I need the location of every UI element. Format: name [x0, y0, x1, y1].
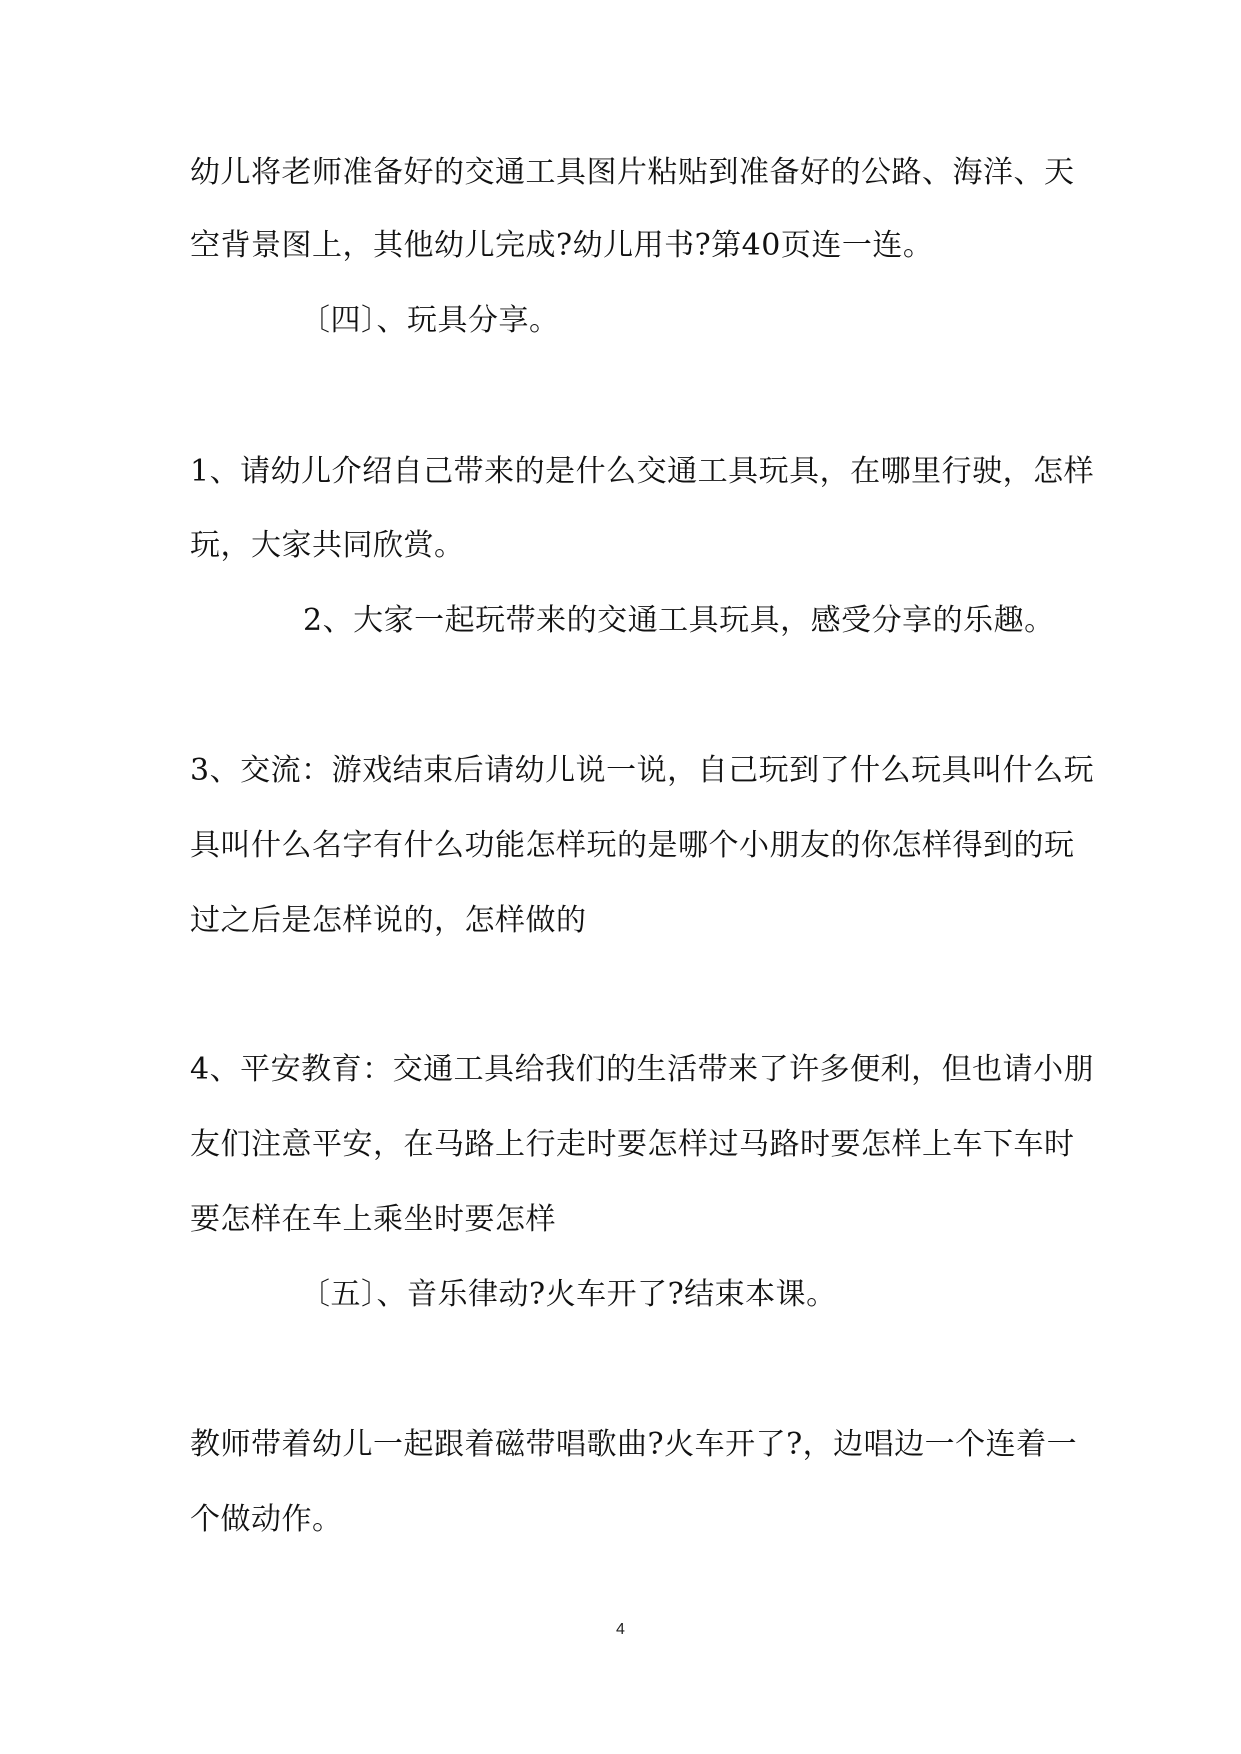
paragraph-line: 空背景图上，其他幼儿完成?幼儿用书?第40页连一连。: [190, 228, 934, 263]
section-heading: 〔五〕、音乐律动?火车开了?结束本课。: [300, 1277, 837, 1312]
paragraph-line: 3、交流：游戏结束后请幼儿说一说，自己玩到了什么玩具叫什么玩: [190, 753, 1095, 788]
paragraph-line: 1、请幼儿介绍自己带来的是什么交通工具玩具，在哪里行驶，怎样: [190, 454, 1095, 489]
paragraph-line: 过之后是怎样说的，怎样做的: [190, 903, 587, 938]
paragraph-line: 友们注意平安，在马路上行走时要怎样过马路时要怎样上车下车时: [190, 1127, 1075, 1162]
page-number: 4: [616, 1621, 625, 1638]
paragraph-line: 2、大家一起玩带来的交通工具玩具，感受分享的乐趣。: [303, 603, 1055, 638]
paragraph-line: 个做动作。: [190, 1502, 343, 1537]
paragraph-line: 具叫什么名字有什么功能怎样玩的是哪个小朋友的你怎样得到的玩: [190, 828, 1075, 863]
paragraph-line: 4、平安教育：交通工具给我们的生活带来了许多便利，但也请小朋: [190, 1052, 1095, 1087]
paragraph-line: 要怎样在车上乘坐时要怎样: [190, 1202, 556, 1237]
paragraph-line: 玩，大家共同欣赏。: [190, 528, 465, 563]
section-heading: 〔四〕、玩具分享。: [300, 303, 560, 338]
paragraph-line: 幼儿将老师准备好的交通工具图片粘贴到准备好的公路、海洋、天: [190, 155, 1075, 190]
paragraph-line: 教师带着幼儿一起跟着磁带唱歌曲?火车开了?，边唱边一个连着一: [190, 1427, 1078, 1462]
